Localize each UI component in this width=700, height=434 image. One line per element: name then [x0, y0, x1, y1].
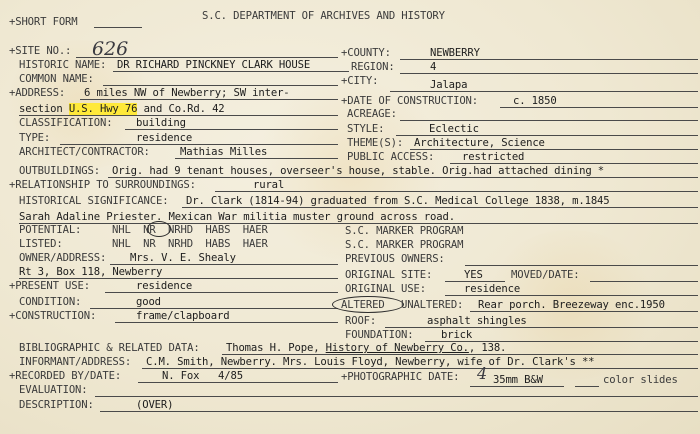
construction-value: frame/clapboard [136, 310, 230, 322]
rule [410, 149, 698, 150]
rule [400, 59, 698, 60]
significance-label: HISTORICAL SIGNIFICANCE: [19, 195, 169, 207]
rule [138, 382, 338, 383]
address-part: section [19, 103, 69, 115]
listed-label: LISTED: [19, 238, 63, 250]
public-access-label: PUBLIC ACCESS: [347, 151, 435, 163]
county-label: +COUNTY: [341, 47, 391, 59]
rule [470, 311, 698, 312]
rule [400, 120, 698, 121]
condition-value: good [136, 296, 161, 308]
altered-circled [332, 296, 404, 313]
rule [76, 57, 338, 58]
photo-date-value: 35mm B&W [493, 374, 543, 386]
site-no-label: +SITE NO.: [9, 45, 72, 57]
nr-circled [147, 221, 171, 237]
bibliography-label: BIBLIOGRAPHIC & RELATED DATA: [19, 342, 200, 354]
rule [19, 278, 338, 279]
significance-line-2: Sarah Adaline Priester. Mexican War militia muster ground across road. [19, 211, 455, 223]
address-part: and Co.Rd. 42 [137, 103, 225, 115]
rule [445, 295, 698, 296]
description-value: (OVER) [136, 399, 174, 411]
previous-owners-label: PREVIOUS OWNERS: [345, 253, 445, 265]
foundation-value: brick [441, 329, 473, 341]
rule [80, 99, 338, 100]
common-name-label: COMMON NAME: [19, 73, 94, 85]
marker-program-2: S.C. MARKER PROGRAM [345, 239, 464, 251]
rule [110, 264, 338, 265]
marker-program-1: S.C. MARKER PROGRAM [345, 225, 464, 237]
rule [19, 115, 338, 116]
significance-line-1: Dr. Clark (1814-94) graduated from S.C. Medical College 1838, m.1845 [186, 195, 610, 207]
rule [385, 327, 698, 328]
original-use-label: ORIGINAL USE: [345, 283, 426, 295]
foundation-label: FOUNDATION: [345, 329, 414, 341]
roof-label: ROOF: [345, 315, 377, 327]
style-value: Eclectic [429, 123, 479, 135]
rule [60, 144, 338, 145]
owner-line-2: Rt 3, Box 118, Newberry [19, 266, 163, 278]
rule [465, 265, 698, 266]
historic-name-value: DR RICHARD PINCKNEY CLARK HOUSE [117, 59, 311, 71]
rule [400, 73, 698, 74]
rule [396, 135, 698, 136]
original-site-value: YES [464, 269, 483, 281]
rule [108, 177, 698, 178]
condition-label: CONDITION: [19, 296, 82, 308]
original-site-label: ORIGINAL SITE: [345, 269, 433, 281]
address-label: +ADDRESS: [9, 87, 66, 99]
outbuildings-label: OUTBUILDINGS: [19, 165, 100, 177]
classification-label: CLASSIFICATION: [19, 117, 113, 129]
rule [470, 386, 564, 387]
rule [103, 85, 338, 86]
region-value: 4 [430, 61, 437, 73]
rule [90, 308, 338, 309]
rule [142, 368, 698, 369]
bibliography-author: Thomas H. Pope, [226, 342, 326, 354]
city-label: +CITY: [341, 75, 379, 87]
rule [182, 207, 698, 208]
description-label: DESCRIPTION: [19, 399, 94, 411]
rule [215, 191, 698, 192]
rule [113, 71, 349, 72]
color-slides-label: color slides [603, 374, 678, 386]
unaltered-label: UNALTERED: [401, 299, 464, 311]
evaluation-label: EVALUATION: [19, 384, 88, 396]
type-label: TYPE: [19, 132, 51, 144]
date-construction-label: +DATE OF CONSTRUCTION: [341, 95, 479, 107]
informant-label: INFORMANT/ADDRESS: [19, 356, 132, 368]
rule [590, 281, 698, 282]
recorded-label: +RECORDED BY/DATE: [9, 370, 122, 382]
bibliography-value [226, 342, 506, 354]
owner-line-1: Mrs. V. E. Shealy [130, 252, 236, 264]
region-label: REGION: [351, 61, 395, 73]
form-title: S.C. DEPARTMENT OF ARCHIVES AND HISTORY [202, 10, 445, 22]
rule [450, 163, 698, 164]
altered-value: Rear porch. Breezeway enc.1950 [478, 299, 665, 311]
relationship-value: rural [253, 179, 285, 191]
themes-value: Architecture, Science [414, 137, 545, 149]
site-no-handwritten: 626 [92, 38, 129, 60]
listed-options: NHL NR NRHD HABS HAER [112, 238, 268, 250]
highlighted-highway: U.S. Hwy 76 [68, 103, 138, 115]
bibliography-page: , 138. [468, 342, 507, 354]
rule [94, 27, 142, 28]
outbuildings-value: Orig. had 9 tenant houses, overseer's house, stable. Orig.had attached dining * [112, 165, 605, 177]
original-use-value: residence [464, 283, 521, 295]
rule [390, 91, 698, 92]
date-construction-value: c. 1850 [513, 95, 557, 107]
county-value: NEWBERRY [430, 47, 480, 59]
acreage-label: ACREAGE: [347, 108, 397, 120]
rule [445, 281, 505, 282]
rule [125, 129, 338, 130]
bibliography-title: History of Newberry Co. [325, 342, 469, 354]
recorded-value: N. Fox 4/85 [162, 370, 243, 382]
present-use-label: +PRESENT USE: [9, 280, 90, 292]
present-use-value: residence [136, 280, 193, 292]
address-line-1: 6 miles NW of Newberry; SW inter- [84, 87, 290, 99]
potential-options: NHL NR NRHD HABS HAER [112, 224, 268, 236]
address-line-2 [19, 103, 225, 115]
relationship-label: +RELATIONSHIP TO SURROUNDINGS: [9, 179, 196, 191]
rule [575, 386, 599, 387]
photo-date-handwritten: 4 [477, 364, 488, 383]
classification-value: building [136, 117, 186, 129]
informant-value: C.M. Smith, Newberry. Mrs. Louis Floyd, Newberry, wife of Dr. Clark's ** [146, 356, 595, 368]
themes-label: THEME(S): [347, 137, 404, 149]
rule [500, 107, 698, 108]
rule [175, 158, 338, 159]
rule [95, 396, 698, 397]
type-value: residence [136, 132, 193, 144]
photo-date-label: +PHOTOGRAPHIC DATE: [341, 371, 460, 383]
style-label: STYLE: [347, 123, 385, 135]
construction-label: +CONSTRUCTION: [9, 310, 97, 322]
rule [105, 292, 338, 293]
altered-label: ALTERED [341, 299, 385, 311]
potential-label: POTENTIAL: [19, 224, 82, 236]
public-access-value: restricted [462, 151, 525, 163]
architect-label: ARCHITECT/CONTRACTOR: [19, 146, 150, 158]
architect-value: Mathias Milles [180, 146, 268, 158]
rule [115, 322, 338, 323]
rule [100, 411, 698, 412]
city-value: Jalapa [430, 79, 468, 91]
rule [222, 354, 698, 355]
historic-name-label: HISTORIC NAME: [19, 59, 107, 71]
moved-label: MOVED/DATE: [511, 269, 580, 281]
roof-value: asphalt shingles [427, 315, 527, 327]
short-form-label: +SHORT FORM [9, 16, 78, 28]
owner-label: OWNER/ADDRESS: [19, 252, 107, 264]
